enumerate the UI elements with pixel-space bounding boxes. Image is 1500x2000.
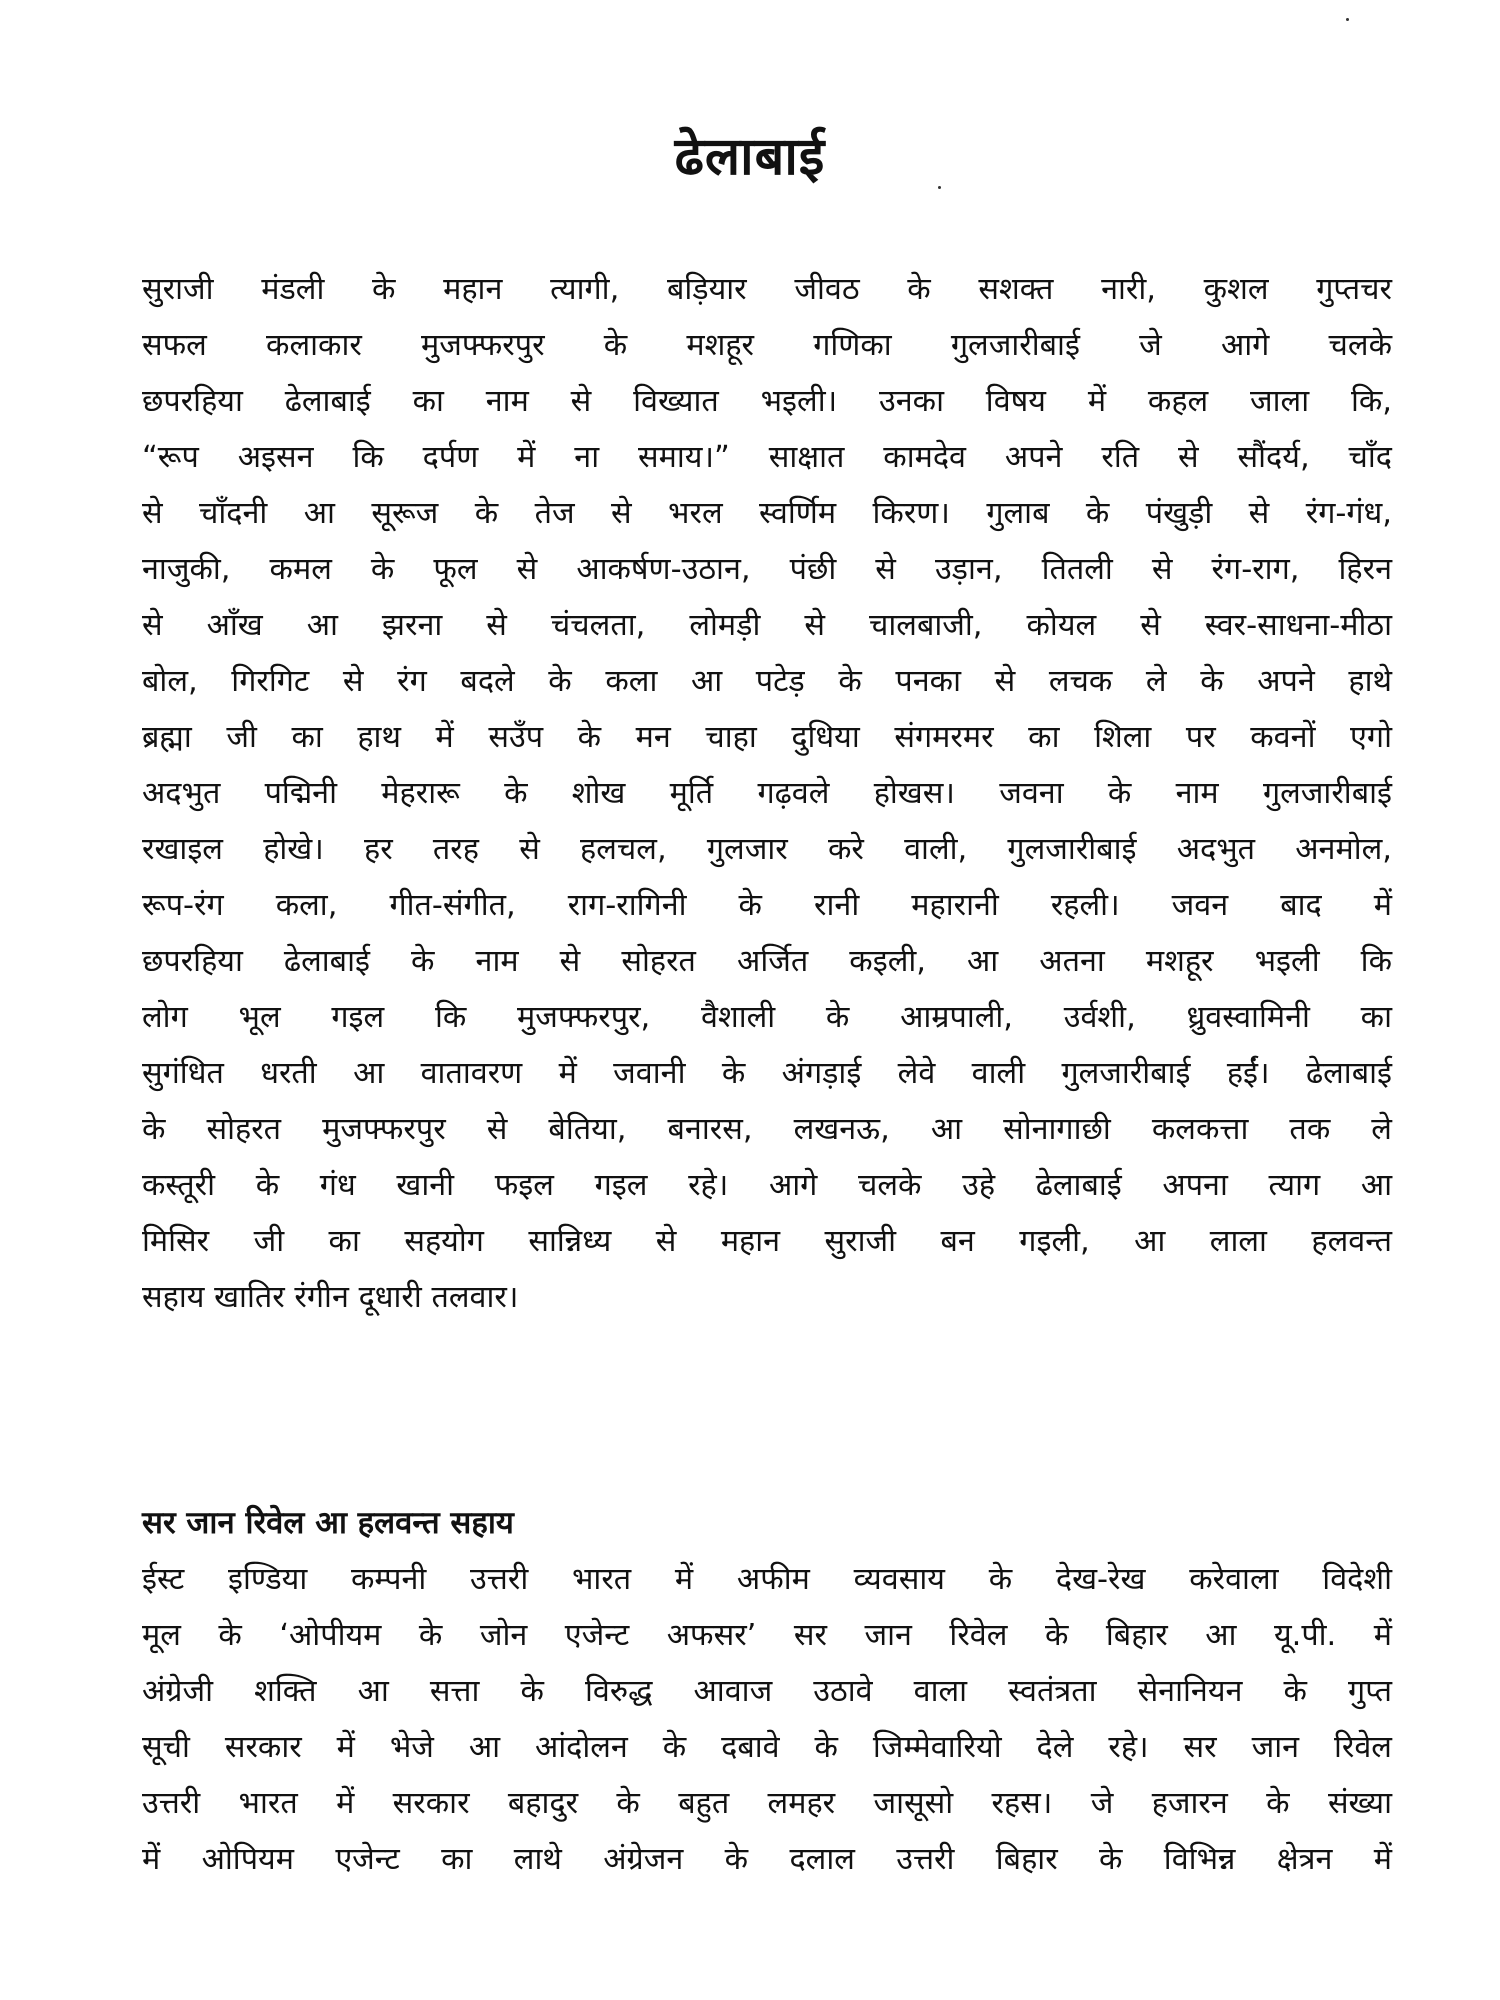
text-line: रखाइल होखे। हर तरह से हलचल, गुलजार करे वाली, गुलजारीबाई अदभुत अनमोल, (142, 832, 1392, 867)
text-line: ब्रह्मा जी का हाथ में सउँप के मन चाहा दुधिया संगमरमर का शिला पर कवनों एगो (142, 720, 1392, 755)
text-line: बोल, गिरगिट से रंग बदले के कला आ पटेड़ के पनका से लचक ले के अपने हाथे (142, 664, 1392, 699)
text-line: “रूप अइसन कि दर्पण में ना समाय।” साक्षात कामदेव अपने रति से सौंदर्य, चाँद (142, 440, 1392, 475)
section-heading: सर जान रिवेल आ हलवन्त सहाय (142, 1505, 514, 1541)
text-line: अंग्रेजी शक्ति आ सत्ता के विरुद्ध आवाज उठावे वाला स्वतंत्रता सेनानियन के गुप्त (142, 1674, 1392, 1709)
text-line: मूल के ‘ओपीयम के जोन एजेन्ट अफसर’ सर जान रिवेल के बिहार आ यू.पी. में (142, 1618, 1392, 1653)
text-line: मिसिर जी का सहयोग सान्निध्य से महान सुराजी बन गइली, आ लाला हलवन्त (142, 1224, 1392, 1259)
text-line: कस्तूरी के गंध खानी फइल गइल रहे। आगे चलके उहे ढेलाबाई अपना त्याग आ (142, 1168, 1392, 1203)
text-line: से आँख आ झरना से चंचलता, लोमड़ी से चालबाजी, कोयल से स्वर-साधना-मीठा (142, 608, 1392, 643)
text-line: नाजुकी, कमल के फूल से आकर्षण-उठान, पंछी से उड़ान, तितली से रंग-राग, हिरन (142, 552, 1392, 587)
chapter-title: ढेलाबाई (674, 127, 826, 187)
text-line: छपरहिया ढेलाबाई के नाम से सोहरत अर्जित कइली, आ अतना मशहूर भइली कि (142, 944, 1392, 979)
text-line: सुगंधित धरती आ वातावरण में जवानी के अंगड़ाई लेवे वाली गुलजारीबाई हईं। ढेलाबाई (142, 1056, 1392, 1091)
text-line: ईस्ट इण्डिया कम्पनी उत्तरी भारत में अफीम व्यवसाय के देख-रेख करेवाला विदेशी (142, 1562, 1392, 1597)
text-line: सफल कलाकार मुजफ्फरपुर के मशहूर गणिका गुलजारीबाई जे आगे चलके (142, 328, 1392, 363)
text-line: सूची सरकार में भेजे आ आंदोलन के दबावे के जिम्मेवारियो देले रहे। सर जान रिवेल (142, 1730, 1392, 1765)
paragraph-section (142, 1552, 1392, 1888)
text-line: से चाँदनी आ सूरूज के तेज से भरल स्वर्णिम किरण। गुलाब के पंखुड़ी से रंग-गंध, (142, 496, 1392, 531)
paragraph-intro (142, 262, 1392, 1326)
text-line: में ओपियम एजेन्ट का लाथे अंग्रेजन के दलाल उत्तरी बिहार के विभिन्न क्षेत्रन में (142, 1842, 1392, 1877)
text-line: सहाय खातिर रंगीन दूधारी तलवार। (142, 1280, 519, 1315)
text-line: छपरहिया ढेलाबाई का नाम से विख्यात भइली। उनका विषय में कहल जाला कि, (142, 384, 1392, 419)
text-line: लोग भूल गइल कि मुजफ्फरपुर, वैशाली के आम्रपाली, उर्वशी, ध्रुवस्वामिनी का (142, 1000, 1392, 1035)
text-line: के सोहरत मुजफ्फरपुर से बेतिया, बनारस, लखनऊ, आ सोनागाछी कलकत्ता तक ले (142, 1112, 1392, 1147)
text-line: अदभुत पद्मिनी मेहरारू के शोख मूर्ति गढ़वले होखस। जवना के नाम गुलजारीबाई (142, 776, 1392, 811)
text-line: रूप-रंग कला, गीत-संगीत, राग-रागिनी के रानी महारानी रहली। जवन बाद में (142, 888, 1392, 923)
text-line: उत्तरी भारत में सरकार बहादुर के बहुत लमहर जासूसो रहस। जे हजारन के संख्या (142, 1786, 1392, 1821)
scan-speck (1346, 18, 1349, 21)
text-line: सुराजी मंडली के महान त्यागी, बड़ियार जीवठ के सशक्त नारी, कुशल गुप्तचर (142, 272, 1392, 307)
